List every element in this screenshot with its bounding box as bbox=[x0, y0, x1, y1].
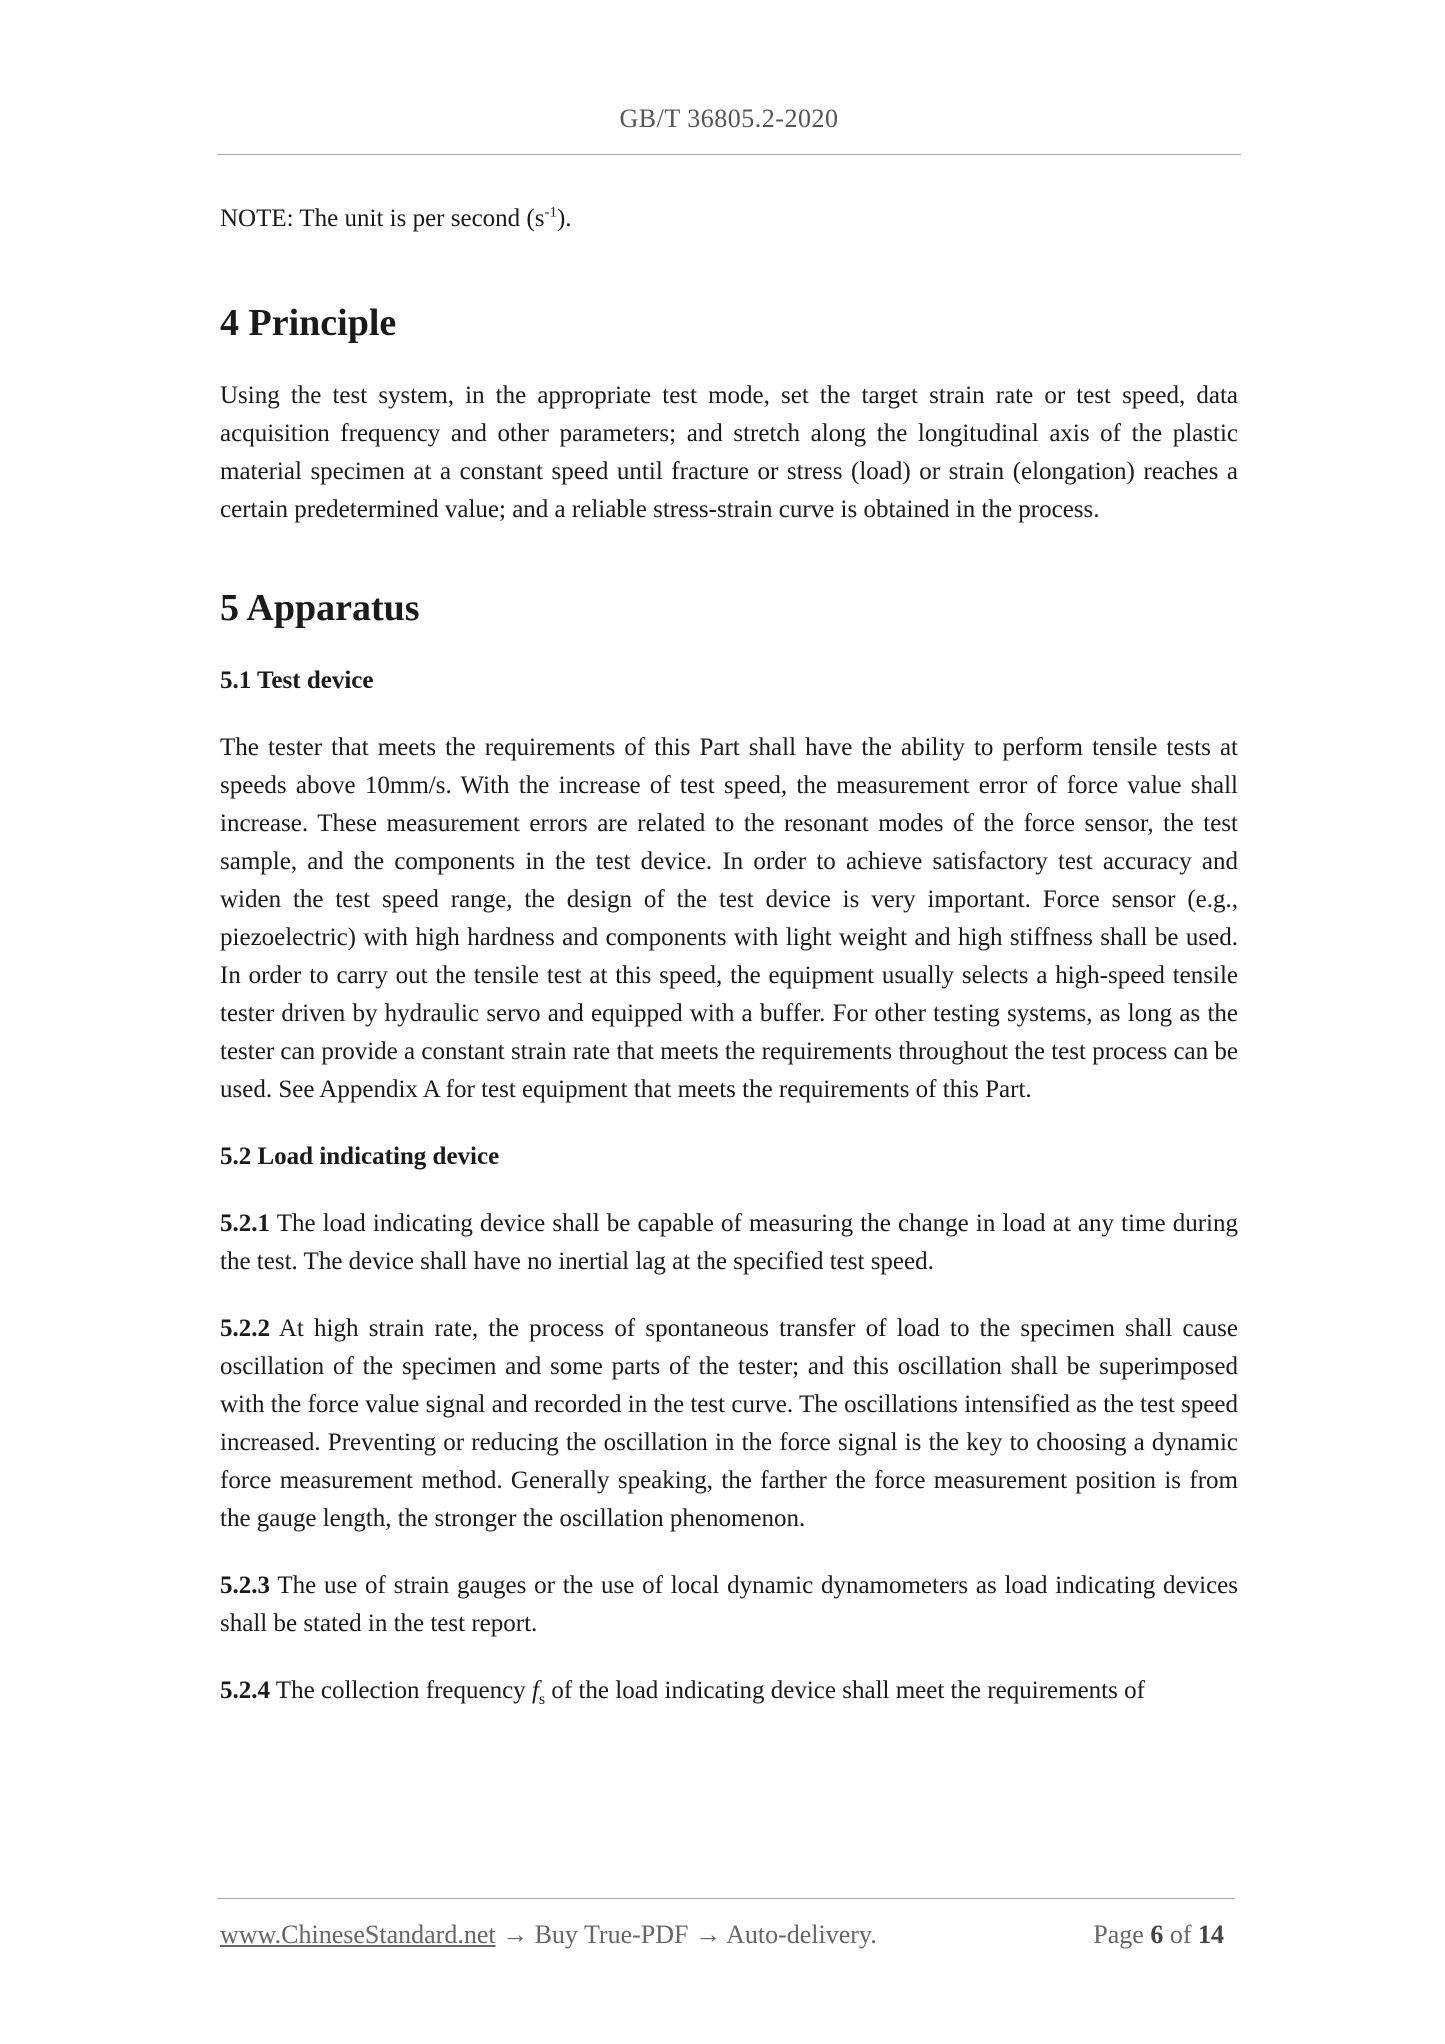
page-content bbox=[220, 200, 1238, 1710]
subsection-5-2-heading: 5.2 Load indicating device bbox=[220, 1143, 500, 1170]
total-pages: 14 bbox=[1198, 1920, 1224, 1949]
clause-5-2-1: 5.2.1 The load indicating device shall be capable of measuring the change in load at any time during the test. The device shall have no inertial lag at the specified test speed. bbox=[220, 1210, 1238, 1275]
clause-5-2-3: 5.2.3 The use of strain gauges or the use of local dynamic dynamometers as load indicating devices shall be stated in the test report. bbox=[220, 1572, 1238, 1637]
section-4-paragraph: Using the test system, in the appropriate test mode, set the target strain rate or test speed, data acquisition frequency and other parameters; and stretch along the longitudinal axis of the plastic material specimen at a constant speed until fracture or stress (load) or strain (elongation) reaches a certain predetermined value; and a reliable stress-strain curve is obtained in the process. bbox=[220, 382, 1238, 523]
page-header: GB/T 36805.2-2020 bbox=[619, 104, 839, 133]
section-4-heading: 4 Principle bbox=[220, 302, 397, 344]
clause-5-2-2: 5.2.2 At high strain rate, the process of spontaneous transfer of load to the specimen shall cause oscillation of the specimen and some parts of the tester; and this oscillation shall be superimposed with the force value signal and recorded in the test curve. The oscillations intensified as the test speed increased. Preventing or reducing the oscillation in the force signal is the key to choosing a dynamic force measurement method. Generally speaking, the farther the force measurement position is from the gauge length, the stronger the oscillation phenomenon. bbox=[220, 1315, 1238, 1532]
buy-text: Buy True-PDF bbox=[534, 1920, 689, 1949]
footer-promo bbox=[220, 1920, 877, 1950]
arrow-right-icon: → bbox=[695, 1920, 721, 1949]
site-link[interactable]: www.ChineseStandard.net bbox=[220, 1920, 496, 1949]
delivery-text: Auto-delivery. bbox=[726, 1920, 877, 1949]
section-5-heading: 5 Apparatus bbox=[220, 587, 420, 629]
header-divider bbox=[217, 154, 1241, 155]
page-number: Page 6 of 14 bbox=[1093, 1920, 1224, 1949]
current-page: 6 bbox=[1150, 1920, 1164, 1949]
footer-divider bbox=[217, 1898, 1235, 1899]
subsection-5-1-paragraph: The tester that meets the requirements of this Part shall have the ability to perform tensile tests at speeds above 10mm/s. With the increase of test speed, the measurement error of force value shall increase. These measurement errors are related to the resonant modes of the force sensor, the test sample, and the components in the test device. In order to achieve satisfactory test accuracy and widen the test speed range, the design of the test device is very important. Force sensor (e.g., piezoelectric) with high hardness and components with light weight and high stiffness shall be used. In order to carry out the tensile test at this speed, the equipment usually selects a high-speed tensile tester driven by hydraulic servo and equipped with a buffer. For other testing systems, as long as the tester can provide a constant strain rate that meets the requirements throughout the test process can be used. See Appendix A for test equipment that meets the requirements of this Part. bbox=[220, 734, 1238, 1103]
clause-5-2-4: 5.2.4 The collection frequency $f_s$ of the load indicating device shall meet the requirements of bbox=[220, 1677, 1145, 1708]
note-paragraph: NOTE: The unit is per second $(s^{-1})$. bbox=[220, 204, 572, 232]
subsection-5-1-heading: 5.1 Test device bbox=[220, 667, 374, 694]
arrow-right-icon: → bbox=[502, 1920, 529, 1949]
